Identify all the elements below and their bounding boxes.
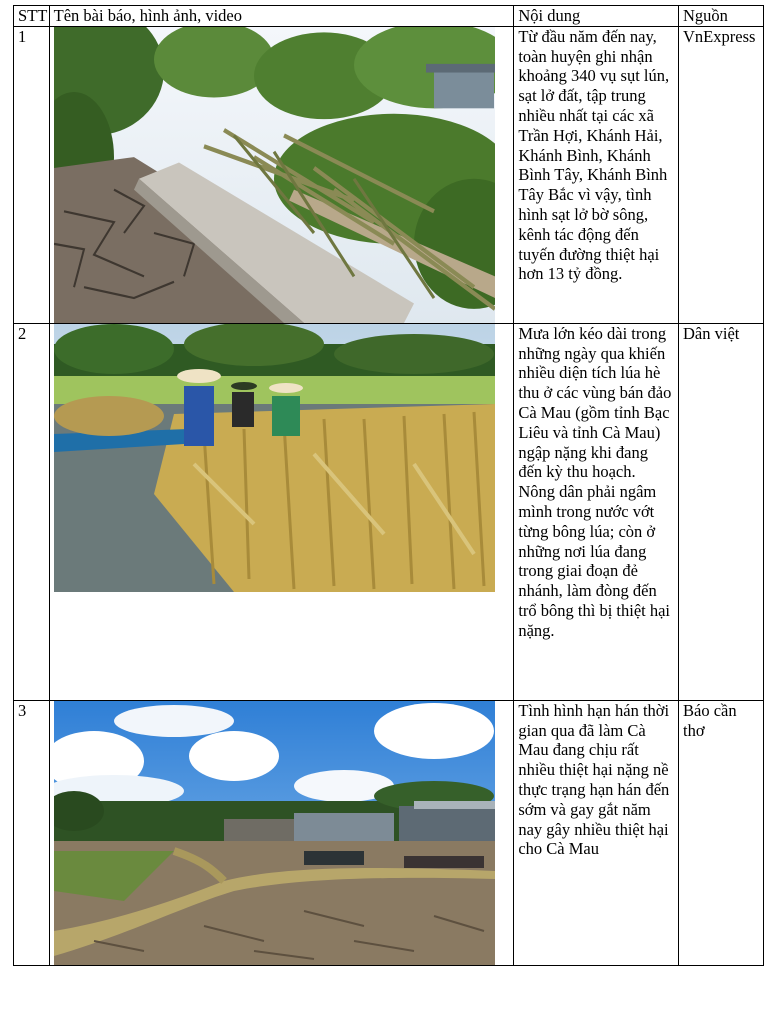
header-content: Nội dung	[514, 6, 679, 27]
row-source: VnExpress	[679, 26, 764, 323]
row-number: 3	[14, 700, 50, 965]
row-content: Mưa lớn kéo dài trong những ngày qua khiến nhiều diện tích lúa hè thu ở các vùng bán đảo Cà Mau (gồm tỉnh Bạc Liêu và tỉnh Cà Mau) ngập nặng khi đang đến kỳ thu hoạch. Nông dân phải ngâm mình trong nước vớt từng bông lúa; còn ở những nơi lúa đang trong giai đoạn đẻ nhánh, làm đòng đến trổ bông thì bị thiệt hại nặng.	[514, 323, 679, 700]
row-number: 2	[14, 323, 50, 700]
header-title: Tên bài báo, hình ảnh, video	[49, 6, 514, 27]
row-source: Dân việt	[679, 323, 764, 700]
news-table	[13, 5, 764, 966]
landslide-road-photo	[54, 27, 495, 323]
header-source: Nguồn	[679, 6, 764, 27]
image-cell	[49, 26, 514, 323]
flooded-rice-field-photo	[54, 324, 495, 592]
drought-canal-photo	[54, 701, 495, 965]
row-number: 1	[14, 26, 50, 323]
table-row	[14, 26, 764, 323]
table-row	[14, 700, 764, 965]
row-content: Từ đầu năm đến nay, toàn huyện ghi nhận khoảng 340 vụ sụt lún, sạt lở đất, tập trung nhiều nhất tại các xã Trần Hợi, Khánh Hải, Khánh Bình, Khánh Bình Tây, Khánh Bình Tây Bắc vì vậy, tình hình sạt lở bờ sông, kênh tác động đến tuyến đường thiệt hại hơn 13 tỷ đồng.	[514, 26, 679, 323]
header-row	[14, 6, 764, 27]
table-row	[14, 323, 764, 700]
header-stt: STT	[14, 6, 50, 27]
row-content: Tình hình hạn hán thời gian qua đã làm Cà Mau đang chịu rất nhiều thiệt hại nặng nề thực trạng hạn hán đến sớm và gay gắt năm nay gây nhiều thiệt hại cho Cà Mau	[514, 700, 679, 965]
image-cell	[49, 700, 514, 965]
row-source: Báo cần thơ	[679, 700, 764, 965]
image-cell	[49, 323, 514, 700]
